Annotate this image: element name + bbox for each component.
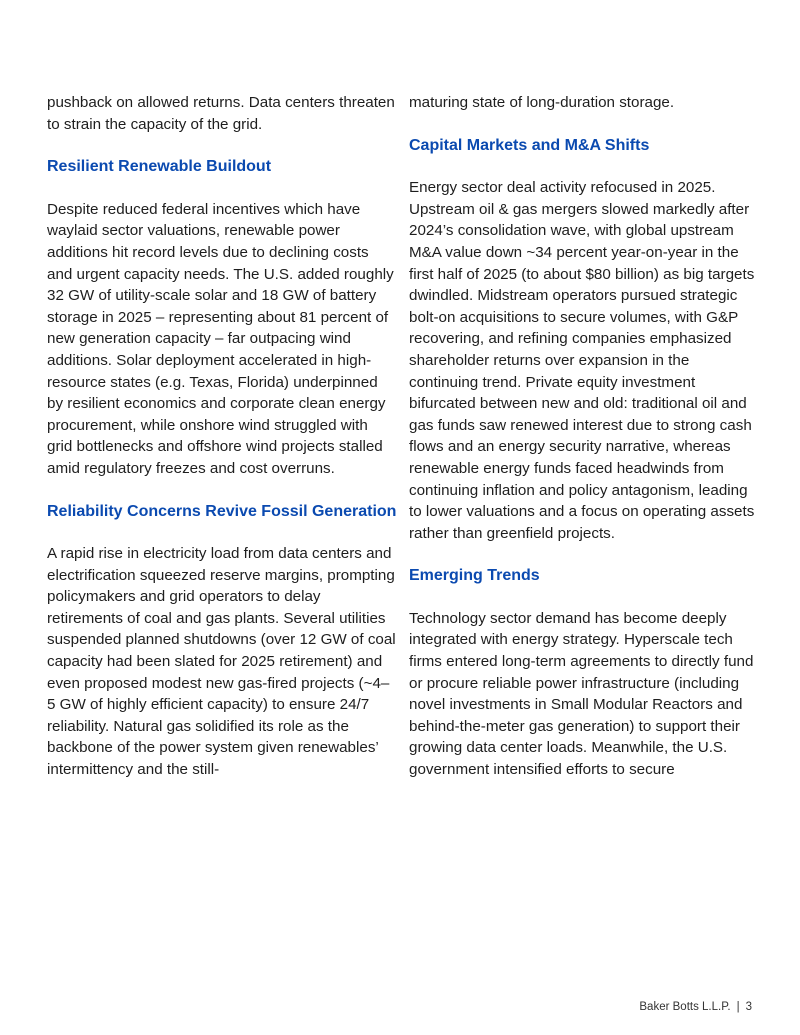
- page-number: 3: [745, 1001, 752, 1013]
- footer-firm-name: Baker Botts L.L.P.: [639, 1001, 731, 1013]
- section-body-capital-markets: Energy sector deal activity refocused in 2025. Upstream oil & gas mergers slowed markedly after 2024’s consolidation wave, with global upstream M&A value down ~34 percent year-on-year in the first half of 2025 (to about $80 billion) as big targets dwindled. Midstream operators pursued strategic bolt-on acquisitions to secure volumes, with G&P recovering, and refining companies emphasized shareholder returns over expansion in the continuing trend. Private equity investment bifurcated between new and old: traditional oil and gas funds saw renewed interest due to strong cash flows and an energy security narrative, whereas renewable energy funds faced headwinds from continuing inflation and policy antagonism, leading to lower valuations and a focus on operating assets rather than greenfield projects.: [409, 179, 755, 542]
- footer-separator: |: [736, 1001, 740, 1013]
- right-column: [409, 92, 759, 781]
- page-footer: [639, 1001, 752, 1013]
- continued-paragraph: maturing state of long-duration storage.: [409, 94, 675, 111]
- section-heading-capital-markets: Capital Markets and M&A Shifts: [409, 136, 650, 154]
- section-body-fossil: A rapid rise in electricity load from data centers and electrification squeezed reserve margins, prompting policymakers and grid operators to delay retirements of coal and gas plants. Several utilities suspended planned shutdowns (over 12 GW of coal capacity had been slated for 2025 retirement) and even proposed modest new gas-fired projects (~4–5 GW of highly efficient capacity) to ensure 24/7 reliability. Natural gas solidified its role as the backbone of the power system given renewables’ intermittency and the still-: [47, 545, 396, 779]
- section-heading-emerging-trends: Emerging Trends: [409, 567, 540, 585]
- section-heading-fossil: Reliability Concerns Revive Fossil Generation: [47, 502, 397, 520]
- section-body-emerging-trends: Technology sector demand has become deeply integrated with energy strategy. Hyperscale tech firms entered long-term agreements to directly fund or procure reliable power infrastructure (including novel investments in Small Modular Reactors and behind-the-meter gas generation) to support their growing data center loads. Meanwhile, the U.S. government intensified efforts to secure: [409, 609, 754, 779]
- left-column: [47, 92, 397, 781]
- section-heading-renewable: Resilient Renewable Buildout: [47, 158, 272, 176]
- section-body-renewable: Despite reduced federal incentives which have waylaid sector valuations, renewable power additions hit record levels due to declining costs and urgent capacity needs. The U.S. added roughly 32 GW of utility-scale solar and 18 GW of battery storage in 2025 – representing about 81 percent of new generation capacity – far outpacing wind additions. Solar deployment accelerated in high-resource states (e.g. Texas, Florida) underpinned by resilient economics and corporate clean energy procurement, while onshore wind struggled with grid bottlenecks and offshore wind projects stalled amid regulatory freezes and cost overruns.: [47, 200, 394, 477]
- continued-paragraph: pushback on allowed returns. Data centers threaten to strain the capacity of the grid.: [47, 94, 395, 133]
